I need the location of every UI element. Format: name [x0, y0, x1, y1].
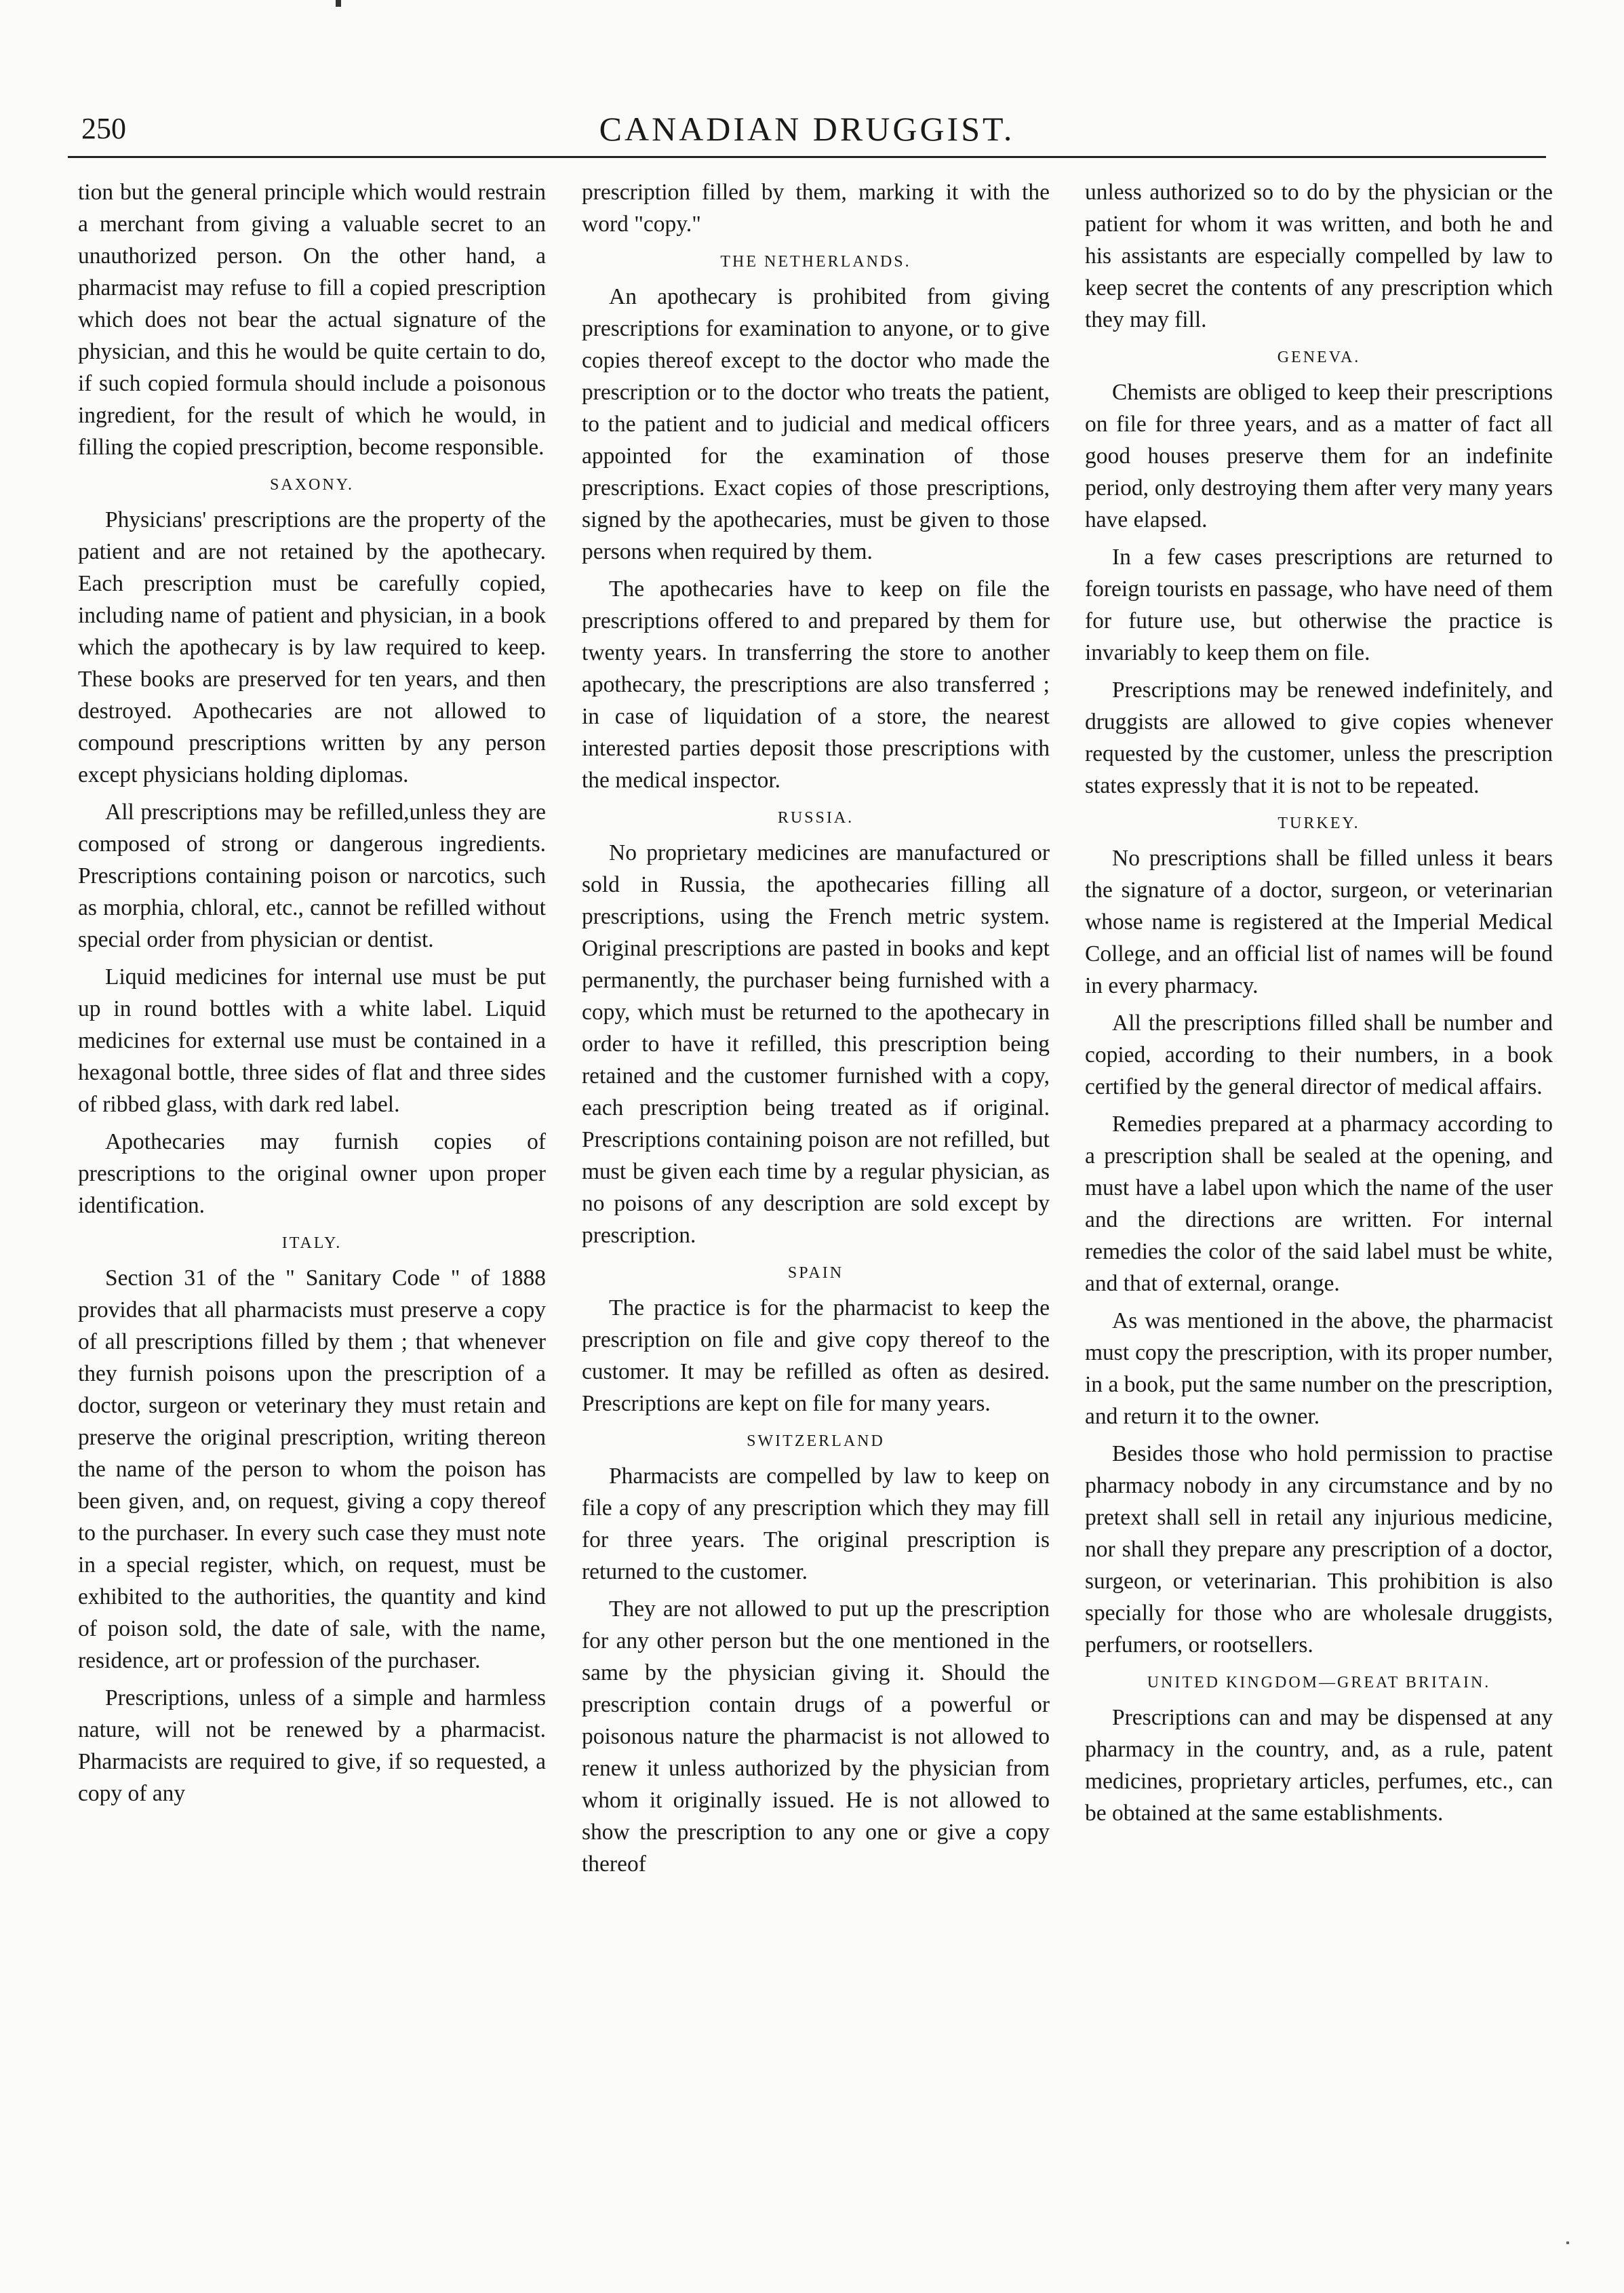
page-number: 250: [81, 112, 126, 145]
page-header: [68, 109, 1546, 156]
column-3: [1085, 176, 1553, 1835]
paragraph: Prescriptions may be renewed indefinitely, and druggists are allowed to give copies whenever requested by the customer, unless the prescription states expressly that it is not to be repeated.: [1085, 678, 1553, 798]
column-1: [78, 176, 546, 1815]
section-heading-russia: RUSSIA.: [777, 809, 854, 827]
section-heading-switzerland: SWITZERLAND: [747, 1432, 885, 1450]
paragraph: The apothecaries have to keep on file the prescriptions offered to and prepared by them for twenty years. In transferring the store to another apothecary, the prescriptions are also transferred ; in case of liquidation of a store, the nearest interested parties deposit those prescriptions with the medical inspector.: [582, 576, 1050, 793]
section-heading-united-kingdom: UNITED KINGDOM—GREAT BRITAIN.: [1147, 1674, 1491, 1691]
section-heading-italy: ITALY.: [281, 1234, 342, 1252]
paragraph: unless authorized so to do by the physician or the patient for whom it was written, and both he and his assistants are especially compelled by law to keep secret the contents of any prescription which they may fill.: [1085, 180, 1553, 332]
paragraph: No prescriptions shall be filled unless it bears the signature of a doctor, surgeon, or veterinarian whose name is registered at the Imperial Medical College, and an official list of names will be found in every pharmacy.: [1085, 846, 1553, 998]
ink-speck: [336, 0, 341, 7]
paragraph: An apothecary is prohibited from giving prescriptions for examination to anyone, or to give copies thereof except to the doctor who made the prescription or to the doctor who treats the patient, to the patient and to judicial and medical officers appointed for the examination of those prescriptions. Exact copies of those prescriptions, signed by the apothecaries, must be given to those persons when required by them.: [582, 284, 1050, 564]
paragraph: In a few cases prescriptions are returned to foreign tourists en passage, who have need of them for future use, but otherwise the practice is invariably to keep them on file.: [1085, 545, 1553, 665]
paragraph: Liquid medicines for internal use must be put up in round bottles with a white label. Liquid medicines for external use must be contained in a hexagonal bottle, three sides of flat and three sides of ribbed glass, with dark red label.: [78, 964, 546, 1117]
running-title: CANADIAN DRUGGIST.: [599, 110, 1015, 148]
paragraph: All prescriptions may be refilled,unless they are composed of strong or dangerous ingredients. Prescriptions containing poison or narcotics, such as morphia, chloral, etc., cannot be refilled without special order from physician or dentist.: [78, 800, 546, 952]
paragraph: As was mentioned in the above, the pharmacist must copy the prescription, with its proper number, in a book, put the same number on the prescription, and return it to the owner.: [1085, 1308, 1553, 1429]
paragraph: tion but the general principle which would restrain a merchant from giving a valuable secret to an unauthorized person. On the other hand, a pharmacist may refuse to fill a copied prescription which does not bear the actual signature of the physician, and this he would be quite certain to do, if such copied formula should include a poisonous ingredient, for the result of which he would, in filling the copied prescription, become responsible.: [78, 180, 546, 460]
paragraph: Chemists are obliged to keep their prescriptions on file for three years, and as a matter of fact all good houses preserve them for an indefinite period, only destroying them after very many years have elapsed.: [1085, 380, 1553, 532]
header-rule: [68, 156, 1546, 158]
paragraph: prescription filled by them, marking it with the word "copy.": [582, 180, 1050, 237]
section-heading-netherlands: THE NETHERLANDS.: [720, 253, 911, 271]
paragraph: Pharmacists are compelled by law to keep on file a copy of any prescription which they may fill for three years. The original prescription is returned to the customer.: [582, 1464, 1050, 1584]
ink-mark: [1566, 2241, 1569, 2244]
paragraph: Prescriptions, unless of a simple and harmless nature, will not be renewed by a pharmacist. Pharmacists are required to give, if so requested, a copy of any: [78, 1685, 546, 1806]
paragraph: Section 31 of the " Sanitary Code " of 1888 provides that all pharmacists must preserve a copy of all prescriptions filled by them ; that whenever they furnish poisons upon the prescription of a doctor, surgeon or veterinary they must retain and preserve the original prescription, writing thereon the name of the person to whom the poison has been given, and, on request, giving a copy thereof to the purchaser. In every such case they must note in a special register, which, on request, must be exhibited to the authorities, the quantity and kind of poison sold, the date of sale, with the name, residence, art or profession of the purchaser.: [78, 1266, 546, 1673]
paragraph: Apothecaries may furnish copies of prescriptions to the original owner upon proper identification.: [78, 1129, 546, 1218]
paragraph: All the prescriptions filled shall be number and copied, according to their numbers, in a book certified by the general director of medical affairs.: [1085, 1011, 1553, 1099]
paragraph: Remedies prepared at a pharmacy according to a prescription shall be sealed at the opening, and must have a label upon which the name of the user and the directions are written. For internal remedies the color of the said label must be white, and that of external, orange.: [1085, 1112, 1553, 1296]
paragraph: No proprietary medicines are manufactured or sold in Russia, the apothecaries filling all prescriptions, using the French metric system. Original prescriptions are pasted in books and kept permanently, the purchaser being furnished with a copy, which must be returned to the apothecary in order to have it refilled, this prescription being retained and the customer furnished with a copy, each prescription being treated as if original. Prescriptions containing poison are not refilled, but must be given each time by a regular physician, as no poisons of any description are sold except by prescription.: [582, 840, 1050, 1248]
paragraph: Physicians' prescriptions are the property of the patient and are not retained by the apothecary. Each prescription must be carefully copied, including name of patient and physician, in a book which the apothecary is by law required to keep. These books are preserved for ten years, and then destroyed. Apothecaries are not allowed to compound prescriptions written by any person except physicians holding diplomas.: [78, 507, 546, 787]
section-heading-turkey: TURKEY.: [1278, 815, 1360, 832]
paragraph: Besides those who hold permission to practise pharmacy nobody in any circumstance and by no pretext shall sell in retail any injurious medicine, nor shall they prepare any prescription of a doctor, surgeon, or veterinarian. This prohibition is also specially for those who are wholesale druggists, perfumers, or rootsellers.: [1085, 1441, 1553, 1658]
section-heading-spain: SPAIN: [787, 1264, 844, 1282]
paragraph: Prescriptions can and may be dispensed at any pharmacy in the country, and, as a rule, patent medicines, proprietary articles, perfumes, etc., can be obtained at the same establishments.: [1085, 1705, 1553, 1826]
paragraph: They are not allowed to put up the prescription for any other person but the one mentioned in the same by the physician giving it. Should the prescription contain drugs of a powerful or poisonous nature the pharmacist is not allowed to renew it unless authorized by the physician from whom it originally issued. He is not allowed to show the prescription to any one or give a copy thereof: [582, 1596, 1050, 1877]
section-heading-saxony: SAXONY.: [270, 476, 354, 494]
column-2: [582, 176, 1050, 1885]
paragraph: The practice is for the pharmacist to keep the prescription on file and give copy thereof to the customer. It may be refilled as often as desired. Prescriptions are kept on file for many years.: [582, 1295, 1050, 1416]
section-heading-geneva: GENEVA.: [1277, 349, 1361, 366]
